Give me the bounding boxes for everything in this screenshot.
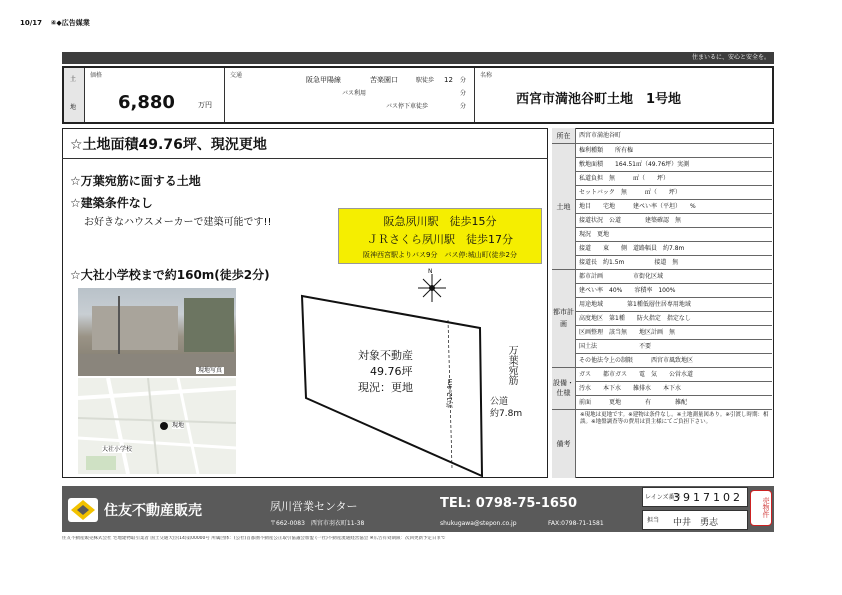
company-logo-icon — [68, 498, 98, 522]
seal-text: 売物件 — [762, 497, 770, 518]
area-map — [78, 378, 236, 474]
point-road: ☆万葉宛筋に面する土地 — [70, 174, 201, 188]
spec-land-row: 接道 東 側 道路幅員 約7.8m — [576, 242, 772, 256]
access-line-3: 阪神西宮駅よりバス9分 バス停:城山町(徒歩2分 — [363, 251, 517, 259]
spec-land-row: セットバック 無 ㎡（ 坪） — [576, 186, 772, 200]
category-label-2: 地 — [70, 104, 77, 111]
map-site-label: 現地 — [172, 422, 185, 429]
property-name: 西宮市満池谷町土地 1号地 — [516, 92, 682, 107]
walk-unit: 分 — [460, 77, 467, 84]
spec-city-row: 都市計画 市街化区域 — [576, 270, 772, 284]
plot-label-area: 49.76坪 — [370, 365, 413, 378]
phone-number: TEL: 0798-75-1650 — [440, 496, 578, 511]
spec-land-row: 現況 更地 — [576, 228, 772, 242]
point-no-condition-sub: お好きなハウスメーカーで建築可能です!! — [84, 217, 272, 228]
office-fax: FAX:0798-71-1581 — [548, 520, 604, 527]
spec-land-row: 接道状況 公道 建築確認 無 — [576, 214, 772, 228]
name-label: 名称 — [480, 72, 493, 79]
access-line-2: ＪＲさくら夙川駅 徒歩17分 — [367, 233, 513, 246]
station-name: 苦楽園口 — [370, 76, 398, 84]
walk-label: 駅徒歩 — [416, 77, 435, 84]
bus-label: バス利用 — [342, 90, 367, 97]
map-school-label: 大社小学校 — [102, 446, 133, 453]
facility-category: 設備・仕様 — [552, 368, 576, 410]
compass-n-label: N — [428, 268, 433, 275]
access-box — [338, 208, 542, 264]
site-marker — [160, 422, 168, 430]
spec-land-row: 接道長 約1.5m 接道 無 — [576, 256, 772, 270]
road-name: 万葉宛筋 — [506, 345, 517, 385]
spec-land-row: 私道負担 無 ㎡（ 坪） — [576, 172, 772, 186]
plot-label-main: 対象不動産 — [358, 349, 413, 362]
top-banner — [62, 52, 774, 64]
price-label: 価格 — [90, 72, 103, 79]
category-label-1: 土 — [70, 76, 77, 83]
reins-label: レインズ番号 — [645, 494, 681, 501]
category-cell — [64, 68, 84, 122]
price-value: 6,880 — [118, 92, 175, 113]
compass-icon — [418, 274, 446, 302]
city-category: 都市計画 — [552, 270, 576, 368]
headline-title: ☆土地面積49.76坪、現況更地 — [70, 137, 267, 153]
spec-city-row: 国土法 不要 — [576, 340, 772, 354]
spec-land-row: 敷地面積 164.51㎡（49.76坪）実測 — [576, 158, 772, 172]
point-no-condition: ☆建築条件なし — [70, 196, 153, 210]
reins-number: 3917102 — [673, 491, 743, 504]
office-address: 〒662-0083 西宮市羽衣町11-38 — [270, 520, 365, 527]
spec-land-row: 地目 宅地 建ぺい率（平坦） % — [576, 200, 772, 214]
map-roads — [78, 378, 236, 474]
depth-label: 約12.4m — [446, 378, 454, 408]
price-unit: 万円 — [198, 101, 212, 109]
office-name: 夙川営業センター — [270, 500, 358, 513]
photo-caption: 現地写真 — [198, 367, 223, 374]
site-photo — [78, 288, 236, 376]
agent-label: 担当 — [647, 517, 660, 524]
agent-box — [642, 510, 748, 530]
tagline: 住まいるに、安心と安全を。 — [691, 54, 770, 61]
bus-walk-unit: 分 — [460, 103, 467, 110]
agent-name: 中井 勇志 — [673, 518, 719, 528]
walk-minutes: 12 — [444, 76, 453, 84]
spec-facility-row: 汚水 本下水 雑排水 本下水 — [576, 382, 772, 396]
spec-facility-row: 前面 更地 有 雑配 — [576, 396, 772, 410]
office-email: shukugawa@stepon.co.jp — [440, 520, 517, 527]
plot-label-status: 現況：更地 — [358, 381, 413, 394]
company-name: 住友不動産販売 — [104, 503, 202, 519]
address-value: 西宮市満池谷町 — [576, 128, 772, 144]
point-school: ☆大社小学校まで約160m(徒歩2分) — [70, 268, 270, 282]
page-marker — [20, 19, 90, 28]
circled-number: ④ — [50, 19, 57, 27]
road-type: 公道 — [490, 397, 509, 407]
page-number: 10/17 — [20, 19, 43, 27]
bus-walk-label: バス停下車徒歩 — [386, 103, 429, 110]
reins-box — [642, 487, 748, 507]
remarks-category: 備考 — [552, 410, 576, 478]
spec-city-row: 区画整理 該当無 地区計画 無 — [576, 326, 772, 340]
land-category: 土地 — [552, 144, 576, 270]
media-label: ◆広告媒業 — [56, 19, 90, 27]
seal-stamp — [750, 490, 772, 526]
fine-print: 住友不動産販売株式会社 宅地建物取引業者 国土交通大臣(14)第00000号 所属団体：(公社)首都圏不動産公正取引協議会加盟 (一社)不動産流通経営協会 ※広告有効期限：次回更新予定日まで — [62, 536, 446, 541]
spec-city-row: 高度地区 第1種 防火指定 指定なし — [576, 312, 772, 326]
spec-facility-row: ガス 都市ガス 電 気 公営水道 — [576, 368, 772, 382]
spec-city-row: その他法令上の制限 西宮市風致地区 — [576, 354, 772, 368]
access-line-1: 阪急夙川駅 徒歩15分 — [383, 215, 497, 228]
spec-city-row: 建ぺい率 40% 容積率 100% — [576, 284, 772, 298]
address-label: 所在 — [552, 128, 576, 144]
transit-label: 交通 — [230, 72, 243, 79]
line-name: 阪急甲陽線 — [306, 76, 341, 84]
remarks-text: ※現地は更地です。※建物は条件なし。※土地測量図あり。※引渡し時期：相談。※地盤調査等の費用は買主様にてご負担下さい。 — [580, 412, 769, 425]
bus-unit: 分 — [460, 90, 467, 97]
spec-city-row: 用途地域 第1種低層住居専用地域 — [576, 298, 772, 312]
spec-land-row: 権利種類 所有権 — [576, 144, 772, 158]
road-width: 約7.8m — [490, 409, 523, 419]
